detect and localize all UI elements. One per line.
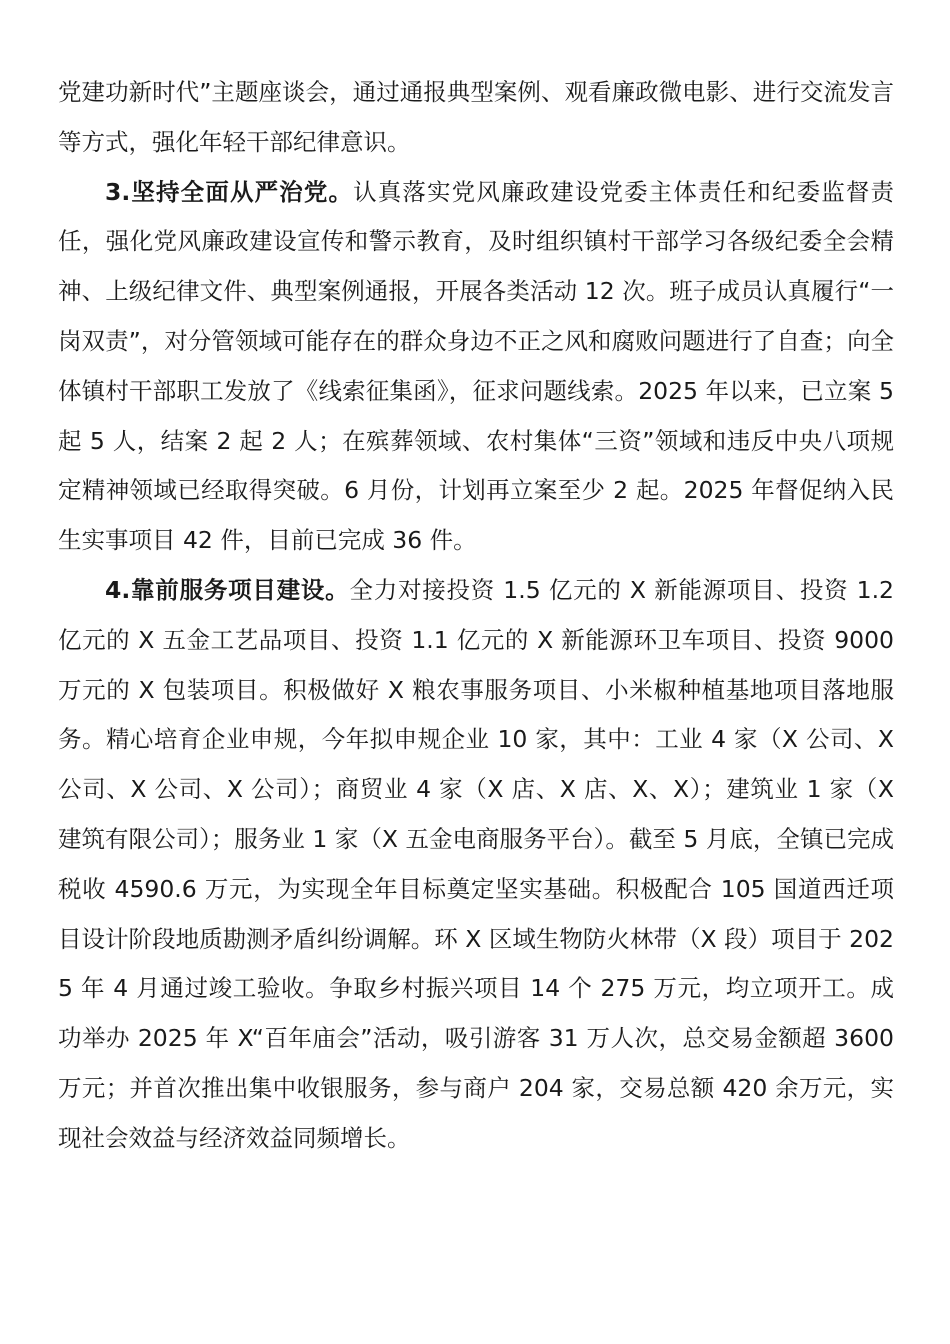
paragraph-section-4 [58,566,894,1164]
section-heading: 3.坚持全面从严治党。 [105,177,354,206]
paragraph-body: 全力对接投资 1.5 亿元的 X 新能源项目、投资 1.2 亿元的 X 五金工艺品项目、投资 1.1 亿元的 X 新能源环卫车项目、投资 9000 万元的 X 包装项目。积极做好 X 粮农事服务项目、小米椒种植基地项目落地服务。精心培育企业申规，今年拟申规企业 10 家，其中：工业 4 家（X 公司、X 公司、X 公司、X 公司）；商贸业 4 家（X 店、X 店、X、X）；建筑业 1 家（X 建筑有限公司）；服务业 1 家（X 五金电商服务平台）。截至 5 月底，全镇已完成税收 4590.6 万元，为实现全年目标奠定坚实基础。积极配合 105 国道西迁项目设计阶段地质勘测矛盾纠纷调解。环 X 区域生物防火林带（X 段）项目于 2025 年 4 月通过竣工验收。争取乡村振兴项目 14 个 275 万元，均立项开工。成功举办 2025 年 X“百年庙会”活动，吸引游客 31 万人次，总交易金额超 3600 万元；并首次推出集中收银服务，参与商户 204 家，交易总额 420 余万元，实现社会效益与经济效益同频增长。 [58,575,895,1152]
paragraph-body: 认真落实党风廉政建设党委主体责任和纪委监督责任，强化党风廉政建设宣传和警示教育，及时组织镇村干部学习各级纪委全会精神、上级纪律文件、典型案例通报，开展各类活动 12 次。班子成员认真履行“一岗双责”，对分管领域可能存在的群众身边不正之风和腐败问题进行了自查；向全体镇村干部职工发放了《线索征集函》，征求问题线索。2025 年以来，已立案 5 起 5 人，结案 2 起 2 人；在殡葬领域、农村集体“三资”领域和违反中央八项规定精神领域已经取得突破。6 月份，计划再立案至少 2 起。2025 年督促纳入民生实事项目 42 件，目前已完成 36 件。 [58,177,894,555]
paragraph-section-3 [58,168,894,566]
paragraph-body: 党建功新时代”主题座谈会，通过通报典型案例、观看廉政微电影、进行交流发言等方式，强化年轻干部纪律意识。 [58,78,894,156]
paragraph-continuation [58,68,894,168]
document-page [58,68,894,1164]
section-heading: 4.靠前服务项目建设。 [105,575,350,604]
